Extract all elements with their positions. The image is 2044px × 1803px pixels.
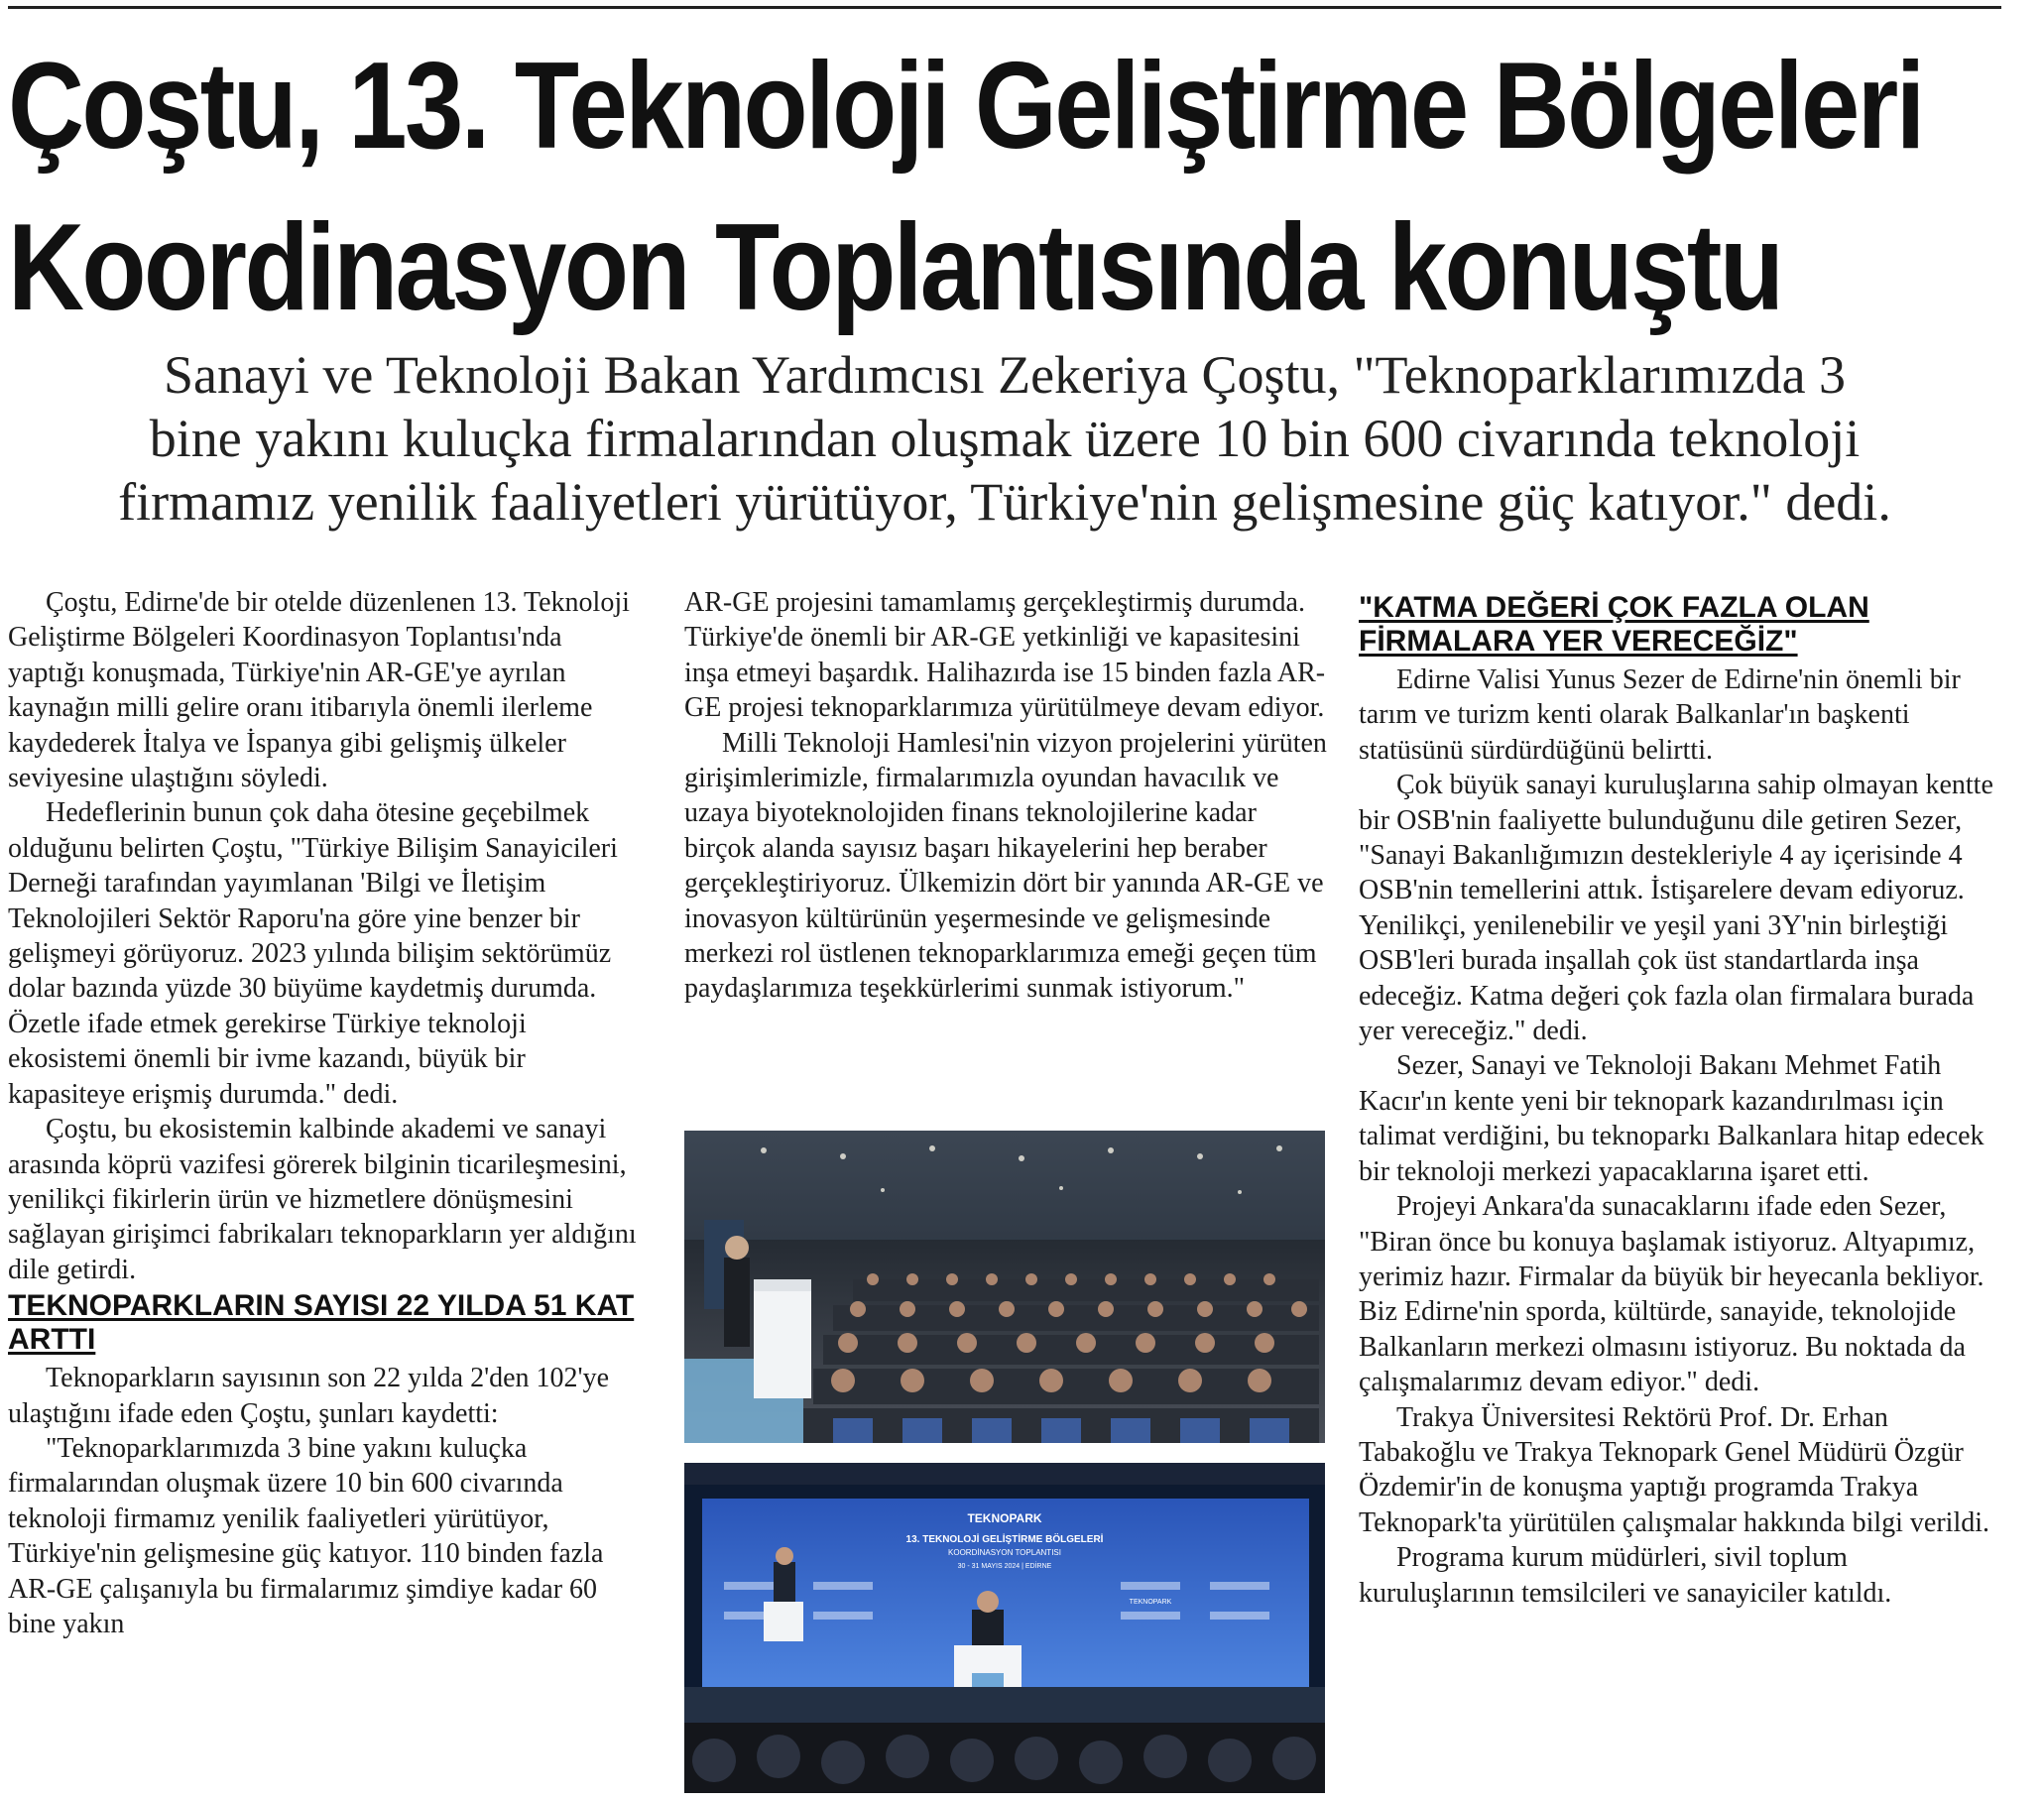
deck-line-3: firmamız yenilik faaliyetleri yürütüyor, Türkiye'nin gelişmesine güç katıyor." dedi. xyxy=(118,472,1891,532)
screen-title-line-2: KOORDİNASYON TOPLANTISI xyxy=(948,1548,1061,1557)
paragraph: Çoştu, Edirne'de bir otelde düzenlenen 13. Teknoloji Geliştirme Bölgeleri Koordinasyon Toplantısı'nda yaptığı konuşmada, Türkiye'nin AR-GE'ye ayrılan kaynağın milli gelire oranı itibarıyla önemli ilerleme kaydederek İtalya ve İspanya gibi gelişmiş ülkeler seviyesine ulaştığını söyledi. xyxy=(8,587,630,794)
article-column-2 xyxy=(684,585,1329,1007)
screen-title-line-1: 13. TEKNOLOJİ GELİŞTİRME BÖLGELERİ xyxy=(905,1534,1104,1545)
paragraph: "Teknoparklarımızda 3 bine yakını kuluçka firmalarından oluşmak üzere 10 bin 600 civarında teknoloji firmamız yenilik faaliyetleri yürütüyor, Türkiye'nin gelişmesine güç katıyor. 110 binden fazla AR-GE çalışanıyla bu firmalarımız şimdiye kadar 60 bine yakın xyxy=(8,1432,604,1639)
subheading: TEKNOPARKLARIN SAYISI 22 YILDA 51 KAT ARTTI xyxy=(8,1289,635,1357)
paragraph: Projeyi Ankara'da sunacaklarını ifade eden Sezer, "Biran önce bu konuya başlamak istiyoruz. Altyapımız, yerimiz hazır. Firmalar da büyük bir heyecanla bekliyor. Biz Edirne'nin sporda, kültürde, sanayide, teknolojide Balkanların merkezi olmasını istiyoruz. Bu noktada da çalışmalarımız devam ediyor." dedi. xyxy=(1359,1191,1984,1398)
headline-line-2: Koordinasyon Toplantısında konuştu xyxy=(8,199,1782,336)
paragraph: Trakya Üniversitesi Rektörü Prof. Dr. Erhan Tabakoğlu ve Trakya Teknopark Genel Müdürü Özgür Özdemir'in de konuşma yaptığı programda Trakya Teknopark'ta yürütülen çalışmalar hakkında bilgi verildi. xyxy=(1359,1401,1990,1538)
screen-side-label: TEKNOPARK xyxy=(1129,1599,1172,1606)
subheading: "KATMA DEĞERİ ÇOK FAZLA OLAN FİRMALARA YER VERECEĞİZ" xyxy=(1359,591,1869,658)
deck-summary xyxy=(8,343,2001,534)
stage-speaker-photo xyxy=(684,1463,1325,1793)
screen-brand: TEKNOPARK xyxy=(967,1511,1042,1525)
headline-line-1: Çoştu, 13. Teknoloji Geliştirme Bölgeleri xyxy=(8,38,1923,175)
stage-photo-graphic xyxy=(684,1463,1325,1793)
paragraph: Milli Teknoloji Hamlesi'nin vizyon projelerini yürüten girişimlerimizle, firmalarımızla oyundan havacılık ve uzaya biyoteknolojiden finans teknolojilerine kadar birçok alanda sayısız başarı hikayelerini hep beraber gerçekleştiriyoruz. Ülkemizin dört bir yanında AR-GE ve inovasyon kültürünün yeşermesinde ve gelişmesinde merkezi rol üstlenen teknoparklarımıza emeği geçen tüm paydaşlarımıza teşekkürlerimi sunmak istiyorum." xyxy=(684,727,1327,1005)
paragraph: Çoştu, bu ekosistemin kalbinde akademi ve sanayi arasında köprü vazifesi görerek bilginin ticarileşmesini, yenilikçi fikirlerin ürün ve hizmetlere dönüşmesini sağlayan girişimci fabrikaları teknoparkların yer aldığını dile getirdi. xyxy=(8,1114,637,1285)
conference-audience-photo xyxy=(684,1131,1325,1443)
screen-date: 30 - 31 MAYIS 2024 | EDİRNE xyxy=(957,1563,1052,1570)
deck-line-2: bine yakını kuluçka firmalarından oluşmak üzere 10 bin 600 civarında teknoloji xyxy=(149,409,1861,468)
paragraph: Hedeflerinin bunun çok daha ötesine geçebilmek olduğunu belirten Çoştu, "Türkiye Bilişim Sanayicileri Derneği tarafından yayımlanan 'Bilgi ve İletişim Teknolojileri Sektör Raporu'na göre yine benzer bir gelişmeyi görüyoruz. 2023 yılında bilişim sektörümüz dolar bazında yüzde 30 büyüme kaydetmiş durumda. Özetle ifade etmek gerekirse Türkiye teknoloji ekosistemi önemli bir ivme kazandı, büyük bir kapasiteye erişmiş durumda." dedi. xyxy=(8,797,618,1110)
paragraph: AR-GE projesini tamamlamış gerçekleştirmiş durumda. Türkiye'de önemli bir AR-GE yetkinliği ve kapasitesini inşa etmeyi başardık. Halihazırda ise 15 binden fazla AR-GE projesi teknoparklarımıza yürütülmeye devam ediyor. xyxy=(684,587,1326,724)
top-rule xyxy=(8,6,2001,9)
paragraph: Edirne Valisi Yunus Sezer de Edirne'nin önemli bir tarım ve turizm kenti olarak Balkanlar'ın başkenti statüsünü sürdürdüğünü belirtti. xyxy=(1359,664,1961,766)
paragraph: Teknoparkların sayısının son 22 yılda 2'den 102'ye ulaştığını ifade eden Çoştu, şunları kaydetti: xyxy=(8,1363,610,1429)
headline xyxy=(8,26,1923,349)
deck-line-1: Sanayi ve Teknoloji Bakan Yardımcısı Zekeriya Çoştu, "Teknoparklarımızda 3 xyxy=(163,345,1847,405)
paragraph: Sezer, Sanayi ve Teknoloji Bakanı Mehmet Fatih Kacır'ın kente yeni bir teknopark kazandırılması için talimat verdiğini, bu teknoparkı Balkanlara hitap edecek bir teknoloji merkezi yapacaklarına işaret etti. xyxy=(1359,1050,1984,1187)
paragraph: Programa kurum müdürleri, sivil toplum kuruluşlarının temsilcileri ve sanayiciler katıldı. xyxy=(1359,1542,1892,1609)
article-column-1 xyxy=(8,585,643,1641)
audience-photo-graphic xyxy=(684,1131,1325,1443)
article-column-3 xyxy=(1359,589,1993,1611)
paragraph: Çok büyük sanayi kuruluşlarına sahip olmayan kentte bir OSB'nin faaliyette bulunduğunu dile getiren Sezer, "Sanayi Bakanlığımızın destekleriyle 4 ay içerisinde 4 OSB'nin temellerini attık. İstişarelere devam ediyoruz. Yenilikçi, yenilenebilir ve yeşil yani 3Y'nin birleştiği OSB'leri burada inşallah çok üst standartlarda inşa edeceğiz. Katma değeri çok fazla olan firmalara burada yer vereceğiz." dedi. xyxy=(1359,770,1993,1047)
